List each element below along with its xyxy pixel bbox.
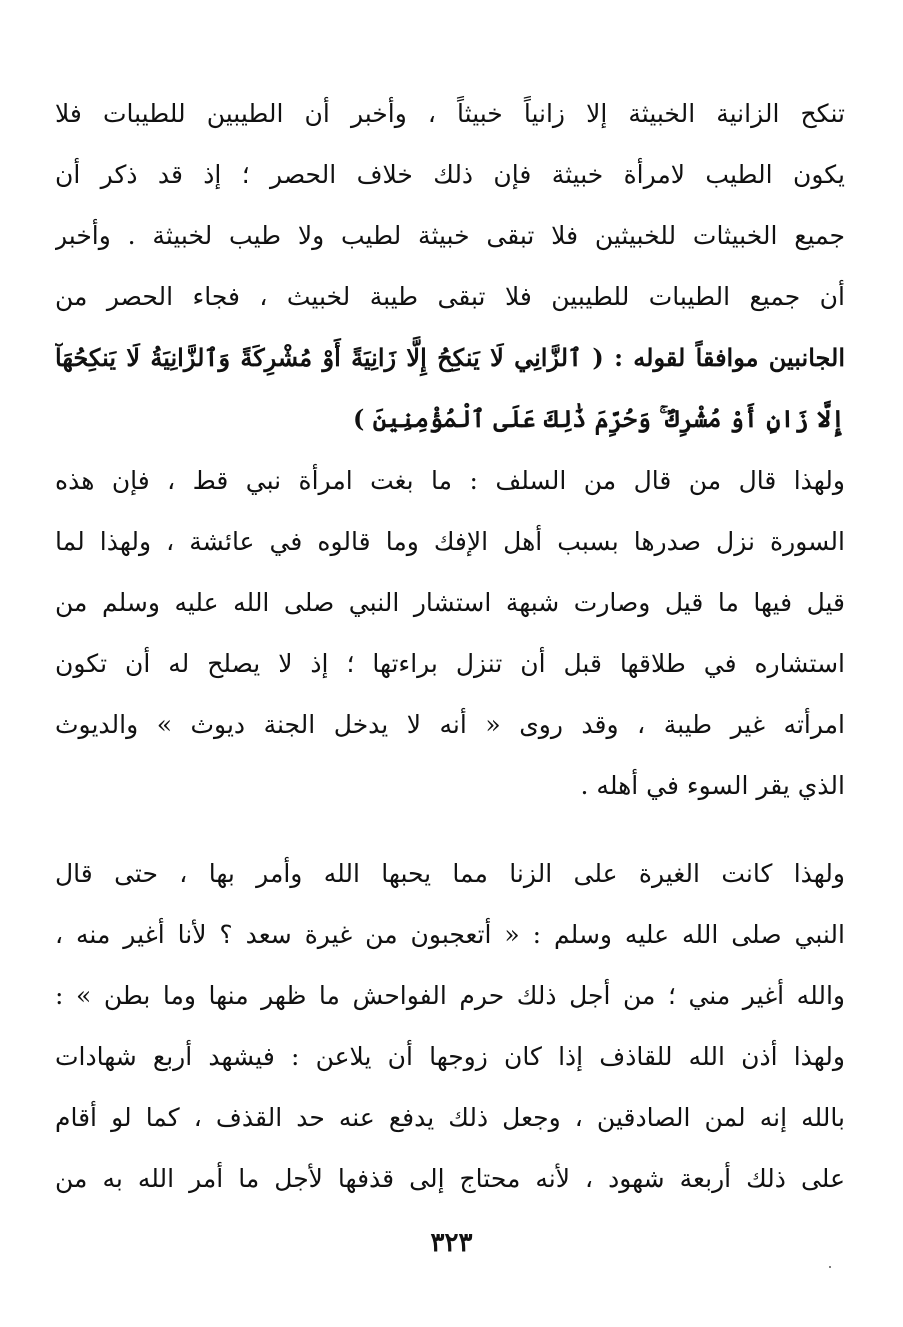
text-line: بالله إنه لمن الصادقين ، وجعل ذلك يدفع عنه حد القذف ، كما لو أقام bbox=[55, 1103, 845, 1132]
text-line: جميع الخبيثات للخبيثين فلا تبقى خبيثة لطيب ولا طيب لخبيثة . وأخبر bbox=[55, 221, 845, 250]
text-line: السورة نزل صدرها بسبب أهل الإفك وما قالوه في عائشة ، ولهذا لما bbox=[55, 527, 845, 556]
text-line: الذي يقر السوء في أهله . bbox=[580, 771, 845, 800]
text-line: والله أغير مني ؛ من أجل ذلك حرم الفواحش ما ظهر منها وما بطن » : bbox=[55, 981, 845, 1010]
text-line: أن جميع الطيبات للطيبين فلا تبقى طيبة لخبيث ، فجاء الحصر من bbox=[55, 282, 845, 311]
paragraph-3 bbox=[55, 843, 845, 1209]
text-line: ولهذا قال من قال من السلف : ما بغت امرأة نبي قط ، فإن هذه bbox=[55, 466, 845, 495]
text-line: قيل فيها ما قيل وصارت شبهة استشار النبي صلى الله عليه وسلم من bbox=[55, 588, 845, 617]
quran-verse-line: إِلَّا زَانٍ أَوْ مُشْرِكٌ ۚ وَحُرِّمَ ذَٰلِكَ عَلَى ٱلْمُؤْمِنِينَ ) bbox=[352, 404, 845, 433]
page-number: ٣٢٣ bbox=[430, 1228, 473, 1258]
text-line: النبي صلى الله عليه وسلم : « أتعجبون من غيرة سعد ؟ لأنا أغير منه ، bbox=[55, 920, 845, 949]
text-line: استشاره في طلاقها قبل أن تنزل براءتها ؛ إذ لا يصلح له أن تكون bbox=[55, 649, 845, 678]
paragraph-2 bbox=[55, 450, 845, 816]
text-line: امرأته غير طيبة ، وقد روى « أنه لا يدخل الجنة ديوث » والديوث bbox=[55, 710, 845, 739]
text-line: يكون الطيب لامرأة خبيثة فإن ذلك خلاف الحصر ؛ إذ قد ذكر أن bbox=[55, 160, 845, 189]
scan-speck bbox=[829, 1266, 831, 1268]
text-line: على ذلك أربعة شهود ، لأنه محتاج إلى قذفها لأجل ما أمر الله به من bbox=[55, 1164, 845, 1193]
quran-verse-line: الجانبين موافقاً لقوله : ( ٱلزَّانِي لَا يَنكِحُ إِلَّا زَانِيَةً أَوْ مُشْرِكَةً وَٱلزَّانِيَةُ لَا يَنكِحُهَآ bbox=[55, 343, 845, 372]
text-line: ولهذا كانت الغيرة على الزنا مما يحبها الله وأمر بها ، حتى قال bbox=[55, 859, 845, 888]
text-line: ولهذا أذن الله للقاذف إذا كان زوجها أن يلاعن : فيشهد أربع شهادات bbox=[55, 1042, 845, 1071]
text-line: تنكح الزانية الخبيثة إلا زانياً خبيثاً ، وأخبر أن الطيبين للطيبات فلا bbox=[55, 99, 845, 128]
paragraph-1 bbox=[55, 83, 845, 449]
